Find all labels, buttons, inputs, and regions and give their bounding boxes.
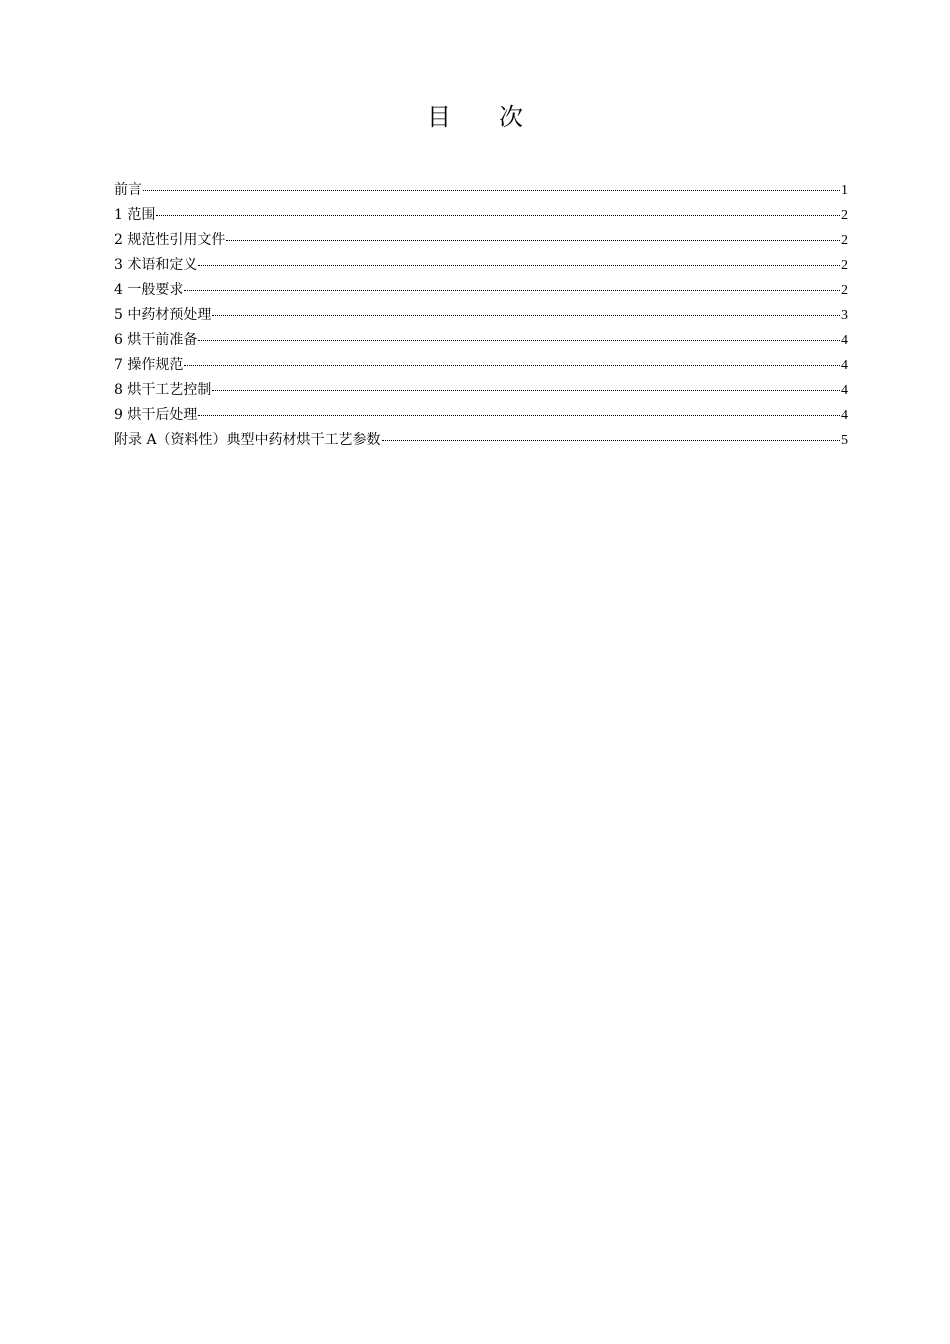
page-title: 目 次 [427, 103, 523, 131]
dot-leader [156, 214, 840, 216]
toc-entry-pretreatment[interactable] [114, 303, 848, 328]
dot-leader [382, 439, 840, 441]
dot-leader [212, 314, 840, 316]
dot-leader [198, 339, 840, 341]
toc-entry-page-number: 2 [841, 233, 848, 248]
toc-entry-label: 1 范围 [114, 207, 156, 223]
toc-entry-page-number: 4 [841, 408, 848, 423]
dot-leader [212, 389, 840, 391]
toc-entry-normative-references[interactable] [114, 228, 848, 253]
toc-entry-post-drying-treatment[interactable] [114, 403, 848, 428]
toc-entry-page-number: 2 [841, 258, 848, 273]
toc-entry-scope[interactable] [114, 203, 848, 228]
dot-leader [198, 414, 840, 416]
toc-entry-label: 4 一般要求 [114, 282, 184, 298]
toc-entry-label: 2 规范性引用文件 [114, 232, 226, 248]
toc-entry-page-number: 4 [841, 358, 848, 373]
toc-entry-page-number: 4 [841, 333, 848, 348]
toc-entry-label: 附录 A（资料性）典型中药材烘干工艺参数 [114, 432, 381, 448]
toc-entry-general-requirements[interactable] [114, 278, 848, 303]
toc-entry-page-number: 1 [841, 183, 848, 198]
toc-entry-appendix-a[interactable] [114, 428, 848, 453]
dot-leader [184, 289, 840, 291]
toc-entry-page-number: 4 [841, 383, 848, 398]
toc-entry-label: 7 操作规范 [114, 357, 184, 373]
toc-entry-label: 5 中药材预处理 [114, 307, 212, 323]
dot-leader [184, 364, 840, 366]
toc-entry-process-control[interactable] [114, 378, 848, 403]
toc-entry-operating-specification[interactable] [114, 353, 848, 378]
table-of-contents [114, 178, 848, 453]
dot-leader [226, 239, 840, 241]
toc-entry-label: 9 烘干后处理 [114, 407, 198, 423]
toc-entry-page-number: 2 [841, 283, 848, 298]
toc-entry-page-number: 5 [841, 433, 848, 448]
toc-entry-page-number: 3 [841, 308, 848, 323]
toc-entry-page-number: 2 [841, 208, 848, 223]
toc-entry-label: 3 术语和定义 [114, 257, 198, 273]
toc-entry-label: 6 烘干前准备 [114, 332, 198, 348]
dot-leader [198, 264, 840, 266]
toc-entry-label: 前言 [114, 182, 142, 198]
toc-entry-terms-definitions[interactable] [114, 253, 848, 278]
dot-leader [143, 189, 840, 191]
toc-entry-foreword[interactable] [114, 178, 848, 203]
toc-entry-label: 8 烘干工艺控制 [114, 382, 212, 398]
toc-entry-pre-drying-preparation[interactable] [114, 328, 848, 353]
